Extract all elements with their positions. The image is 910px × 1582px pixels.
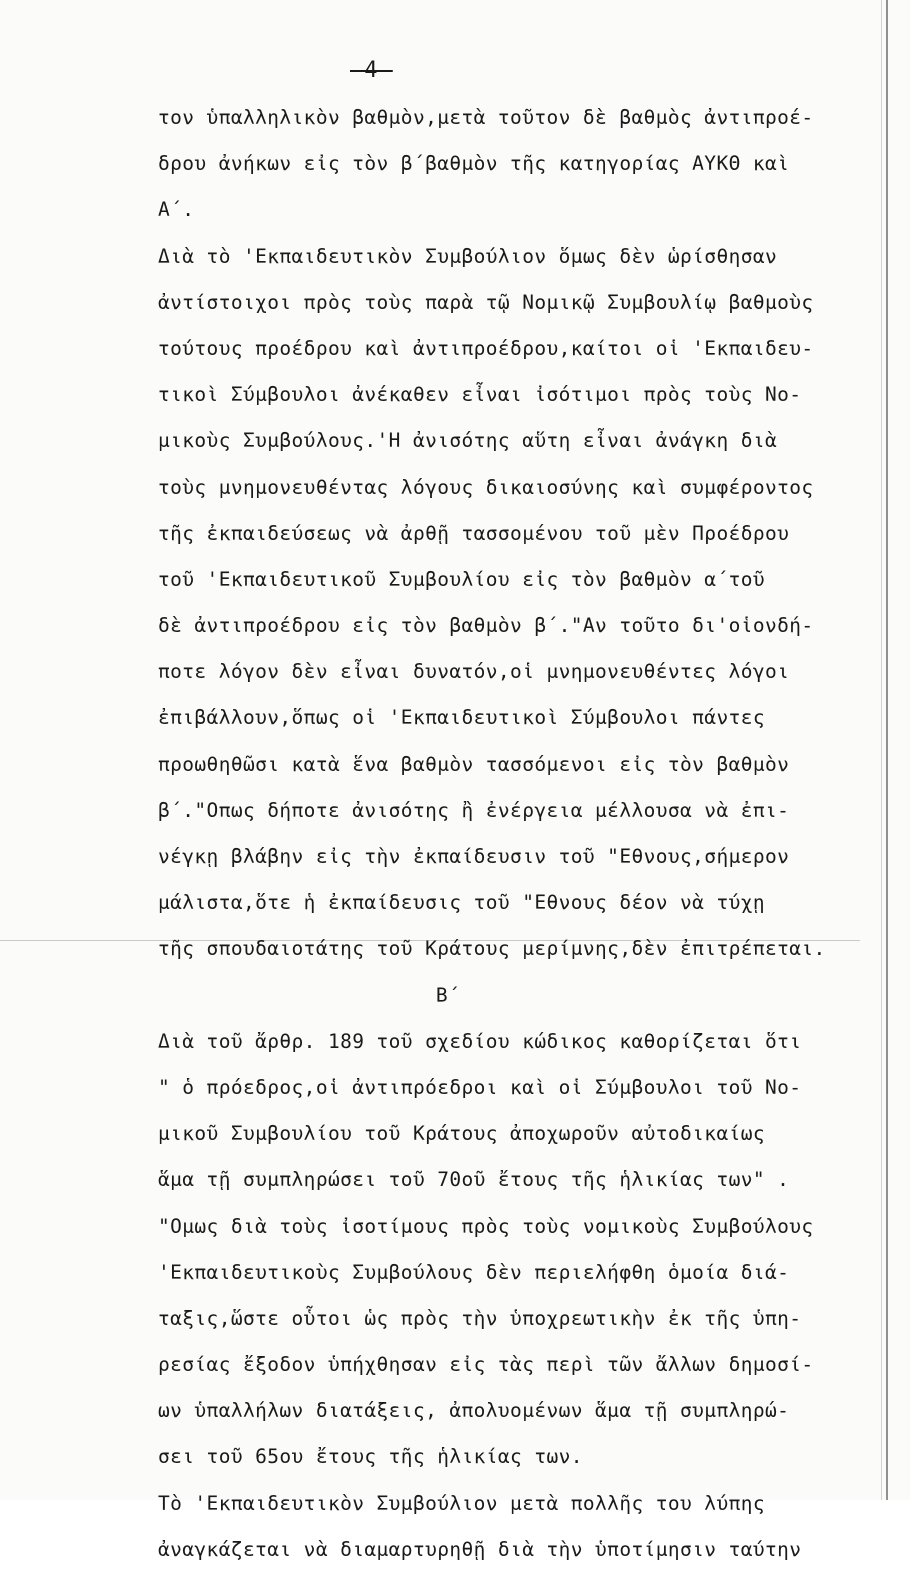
text-line: Τὸ 'Εκπαιδευτικὸν Συμβούλιον μετὰ πολλῆς του λύπης xyxy=(158,1491,765,1515)
text-line: τῆς ἐκπαιδεύσεως νὰ ἀρθῇ τασσομένου τοῦ μὲν Προέδρου xyxy=(158,521,790,545)
text-line: "Ομως διὰ τοὺς ἰσοτίμους πρὸς τοὺς νομικοὺς Συμβούλους xyxy=(158,1214,814,1238)
text-line: ποτε λόγον δὲν εἶναι δυνατόν,οἱ μνημονευθέντες λόγοι xyxy=(158,660,790,684)
text-line: 'Εκπαιδευτικοὺς Συμβούλους δὲν περιελήφθη ὁμοία διά- xyxy=(158,1260,790,1284)
text-line: " ὁ πρόεδρος,οἱ ἀντιπρόεδροι καὶ οἱ Σύμβουλοι τοῦ Νο- xyxy=(158,1075,802,1099)
text-line: β΄."Οπως δήποτε ἀνισότης ἢ ἐνέργεια μέλλουσα νὰ ἐπι- xyxy=(158,798,790,822)
text-line: ταξις,ὥστε οὗτοι ὡς πρὸς τὴν ὑποχρεωτικὴν ἐκ τῆς ὑπη- xyxy=(158,1306,802,1330)
text-line: ἐπιβάλλουν,ὅπως οἱ 'Εκπαιδευτικοὶ Σύμβουλοι πάντες xyxy=(158,706,765,730)
text-line: ων ὑπαλλήλων διατάξεις, ἀπολυομένων ἅμα τῇ συμπληρώ- xyxy=(158,1399,790,1423)
text-line: τον ὑπαλληλικὸν βαθμὸν,μετὰ τοῦτον δὲ βαθμὸς ἀντιπροέ- xyxy=(158,106,814,129)
text-line: Διὰ τὸ 'Εκπαιδευτικὸν Συμβούλιον ὅμως δὲν ὡρίσθησαν xyxy=(158,244,778,268)
page-edge-shadow xyxy=(881,0,882,1500)
text-line: δρου ἀνήκων εἰς τὸν β΄βαθμὸν τῆς κατηγορίας ΑΥΚΘ καὶ xyxy=(158,152,790,176)
text-line: Διὰ τοῦ ἄρθρ. 189 τοῦ σχεδίου κώδικος καθορίζεται ὅτι xyxy=(158,1029,802,1053)
text-line: τοὺς μνημονευθέντας λόγους δικαιοσύνης καὶ συμφέροντος xyxy=(158,475,814,499)
text-line: Α΄. xyxy=(158,198,195,222)
text-line: προωθηθῶσι κατὰ ἕνα βαθμὸν τασσόμενοι εἰς τὸν βαθμὸν xyxy=(158,752,790,776)
section-heading: Β΄ xyxy=(435,983,461,1007)
page-number: -4- xyxy=(350,58,393,83)
text-line: σει τοῦ 65ου ἔτους τῆς ἡλικίας των. xyxy=(158,1445,583,1469)
text-line: ρεσίας ἔξοδον ὑπήχθησαν εἰς τὰς περὶ τῶν ἄλλων δημοσί- xyxy=(158,1353,814,1377)
text-line: μάλιστα,ὅτε ἡ ἐκπαίδευσις τοῦ "Εθνους δέον νὰ τύχῃ xyxy=(158,891,765,915)
page-edge-line xyxy=(886,0,888,1500)
text-line: τούτους προέδρου καὶ ἀντιπροέδρου,καίτοι οἱ 'Εκπαιδευ- xyxy=(158,336,814,360)
text-line: δὲ ἀντιπροέδρου εἰς τὸν βαθμὸν β΄."Αν τοῦτο δι'οἱονδή- xyxy=(158,614,814,638)
text-line: ἅμα τῇ συμπληρώσει τοῦ 70οῦ ἔτους τῆς ἡλικίας των" . xyxy=(158,1168,790,1192)
text-line: ἀναγκάζεται νὰ διαμαρτυρηθῇ διὰ τὴν ὑποτίμησιν ταύτην xyxy=(158,1537,802,1561)
text-line: μικοῦ Συμβουλίου τοῦ Κράτους ἀποχωροῦν αὐτοδικαίως xyxy=(158,1122,765,1146)
text-line: ἀντίστοιχοι πρὸς τοὺς παρὰ τῷ Νομικῷ Συμβουλίῳ βαθμοὺς xyxy=(158,290,814,314)
text-line: μικοὺς Συμβούλους.'Η ἀνισότης αὕτη εἶναι ἀνάγκη διὰ xyxy=(158,429,778,453)
text-line: τῆς σπουδαιοτάτης τοῦ Κράτους μερίμνης,δὲν ἐπιτρέπεται. xyxy=(158,937,826,961)
body-text xyxy=(158,104,878,1582)
text-line: τικοὶ Σύμβουλοι ἀνέκαθεν εἶναι ἰσότιμοι πρὸς τοὺς Νο- xyxy=(158,383,802,407)
text-line: νέγκῃ βλάβην εἰς τὴν ἐκπαίδευσιν τοῦ "Εθνους,σήμερον xyxy=(158,845,790,868)
text-line: τοῦ 'Εκπαιδευτικοῦ Συμβουλίου εἰς τὸν βαθμὸν α΄τοῦ xyxy=(158,567,765,591)
